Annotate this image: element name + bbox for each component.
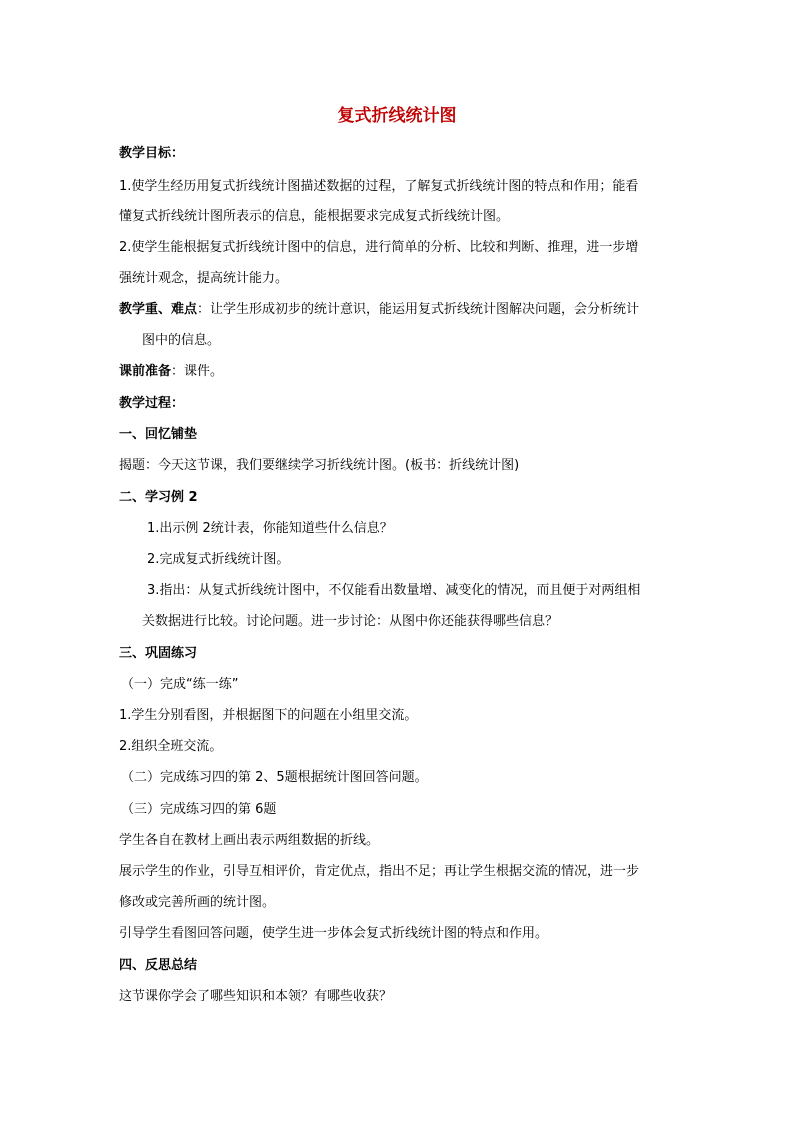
section-1-text: 揭题：今天这节课，我们要继续学习折线统计图。(板书：折线统计图) — [119, 458, 520, 473]
section-2-heading: 二、学习例 2 — [119, 490, 198, 505]
objective-1-line-1: 1.使学生经历用复式折线统计图描述数据的过程，了解复式折线统计图的特点和作用；能看 — [119, 179, 639, 194]
objective-1-line-2: 懂复式折线统计图所表示的信息，能根据要求完成复式折线统计图。 — [119, 209, 510, 224]
key-points-line-1 — [119, 301, 679, 319]
section-2-item-3-line-1: 3.指出：从复式折线统计图中，不仅能看出数量增、减变化的情况，而且便于对两组相 — [147, 583, 641, 598]
objective-2-line-1: 2.使学生能根据复式折线统计图中的信息，进行简单的分析、比较和判断、推理，进一步增 — [119, 240, 639, 255]
document-title: 复式折线统计图 — [337, 106, 457, 126]
key-points-label: 教学重、难点 — [119, 302, 198, 317]
section-3-sub-1-item-1: 1.学生分别看图，并根据图下的问题在小组里交流。 — [119, 708, 418, 723]
section-4-heading: 四、反思总结 — [119, 958, 198, 973]
section-3-sub-1: （一）完成“练一练” — [121, 677, 239, 692]
section-3-sub-3: （三）完成练习四的第 6题 — [121, 802, 277, 817]
section-1-heading: 一、回忆铺垫 — [119, 427, 198, 442]
section-2-item-1: 1.出示例 2统计表，你能知道些什么信息？ — [147, 521, 393, 536]
section-3-paragraph-1: 学生各自在教材上画出表示两组数据的折线。 — [119, 833, 380, 848]
preparation-line — [119, 363, 679, 381]
section-3-paragraph-2-line-1: 展示学生的作业，引导互相评价，肯定优点，指出不足；再让学生根据交流的情况，进一步 — [119, 864, 640, 879]
section-3-sub-1-item-2: 2.组织全班交流。 — [119, 739, 223, 754]
section-3-paragraph-3: 引导学生看图回答问题，使学生进一步体会复式折线统计图的特点和作用。 — [119, 926, 549, 941]
preparation-text: ：课件。 — [171, 364, 224, 379]
section-2-item-3-line-2: 关数据进行比较。讨论问题。进一步讨论：从图中你还能获得哪些信息？ — [142, 614, 559, 629]
process-heading: 教学过程： — [119, 396, 185, 411]
section-3-paragraph-2-line-2: 修改或完善所画的统计图。 — [119, 895, 276, 910]
objectives-heading: 教学目标： — [119, 146, 185, 161]
preparation-label: 课前准备 — [119, 364, 172, 379]
key-points-text: ：让学生形成初步的统计意识，能运用复式折线统计图解决问题，会分析统计 — [197, 302, 640, 317]
key-points-line-2: 图中的信息。 — [142, 333, 221, 348]
objective-2-line-2: 强统计观念，提高统计能力。 — [119, 271, 289, 286]
section-2-item-2: 2.完成复式折线统计图。 — [147, 552, 290, 567]
section-3-heading: 三、巩固练习 — [119, 646, 198, 661]
section-3-sub-2: （二）完成练习四的第 2、5题根据统计图回答问题。 — [121, 770, 428, 785]
section-4-text: 这节课你学会了哪些知识和本领？有哪些收获？ — [119, 989, 393, 1004]
